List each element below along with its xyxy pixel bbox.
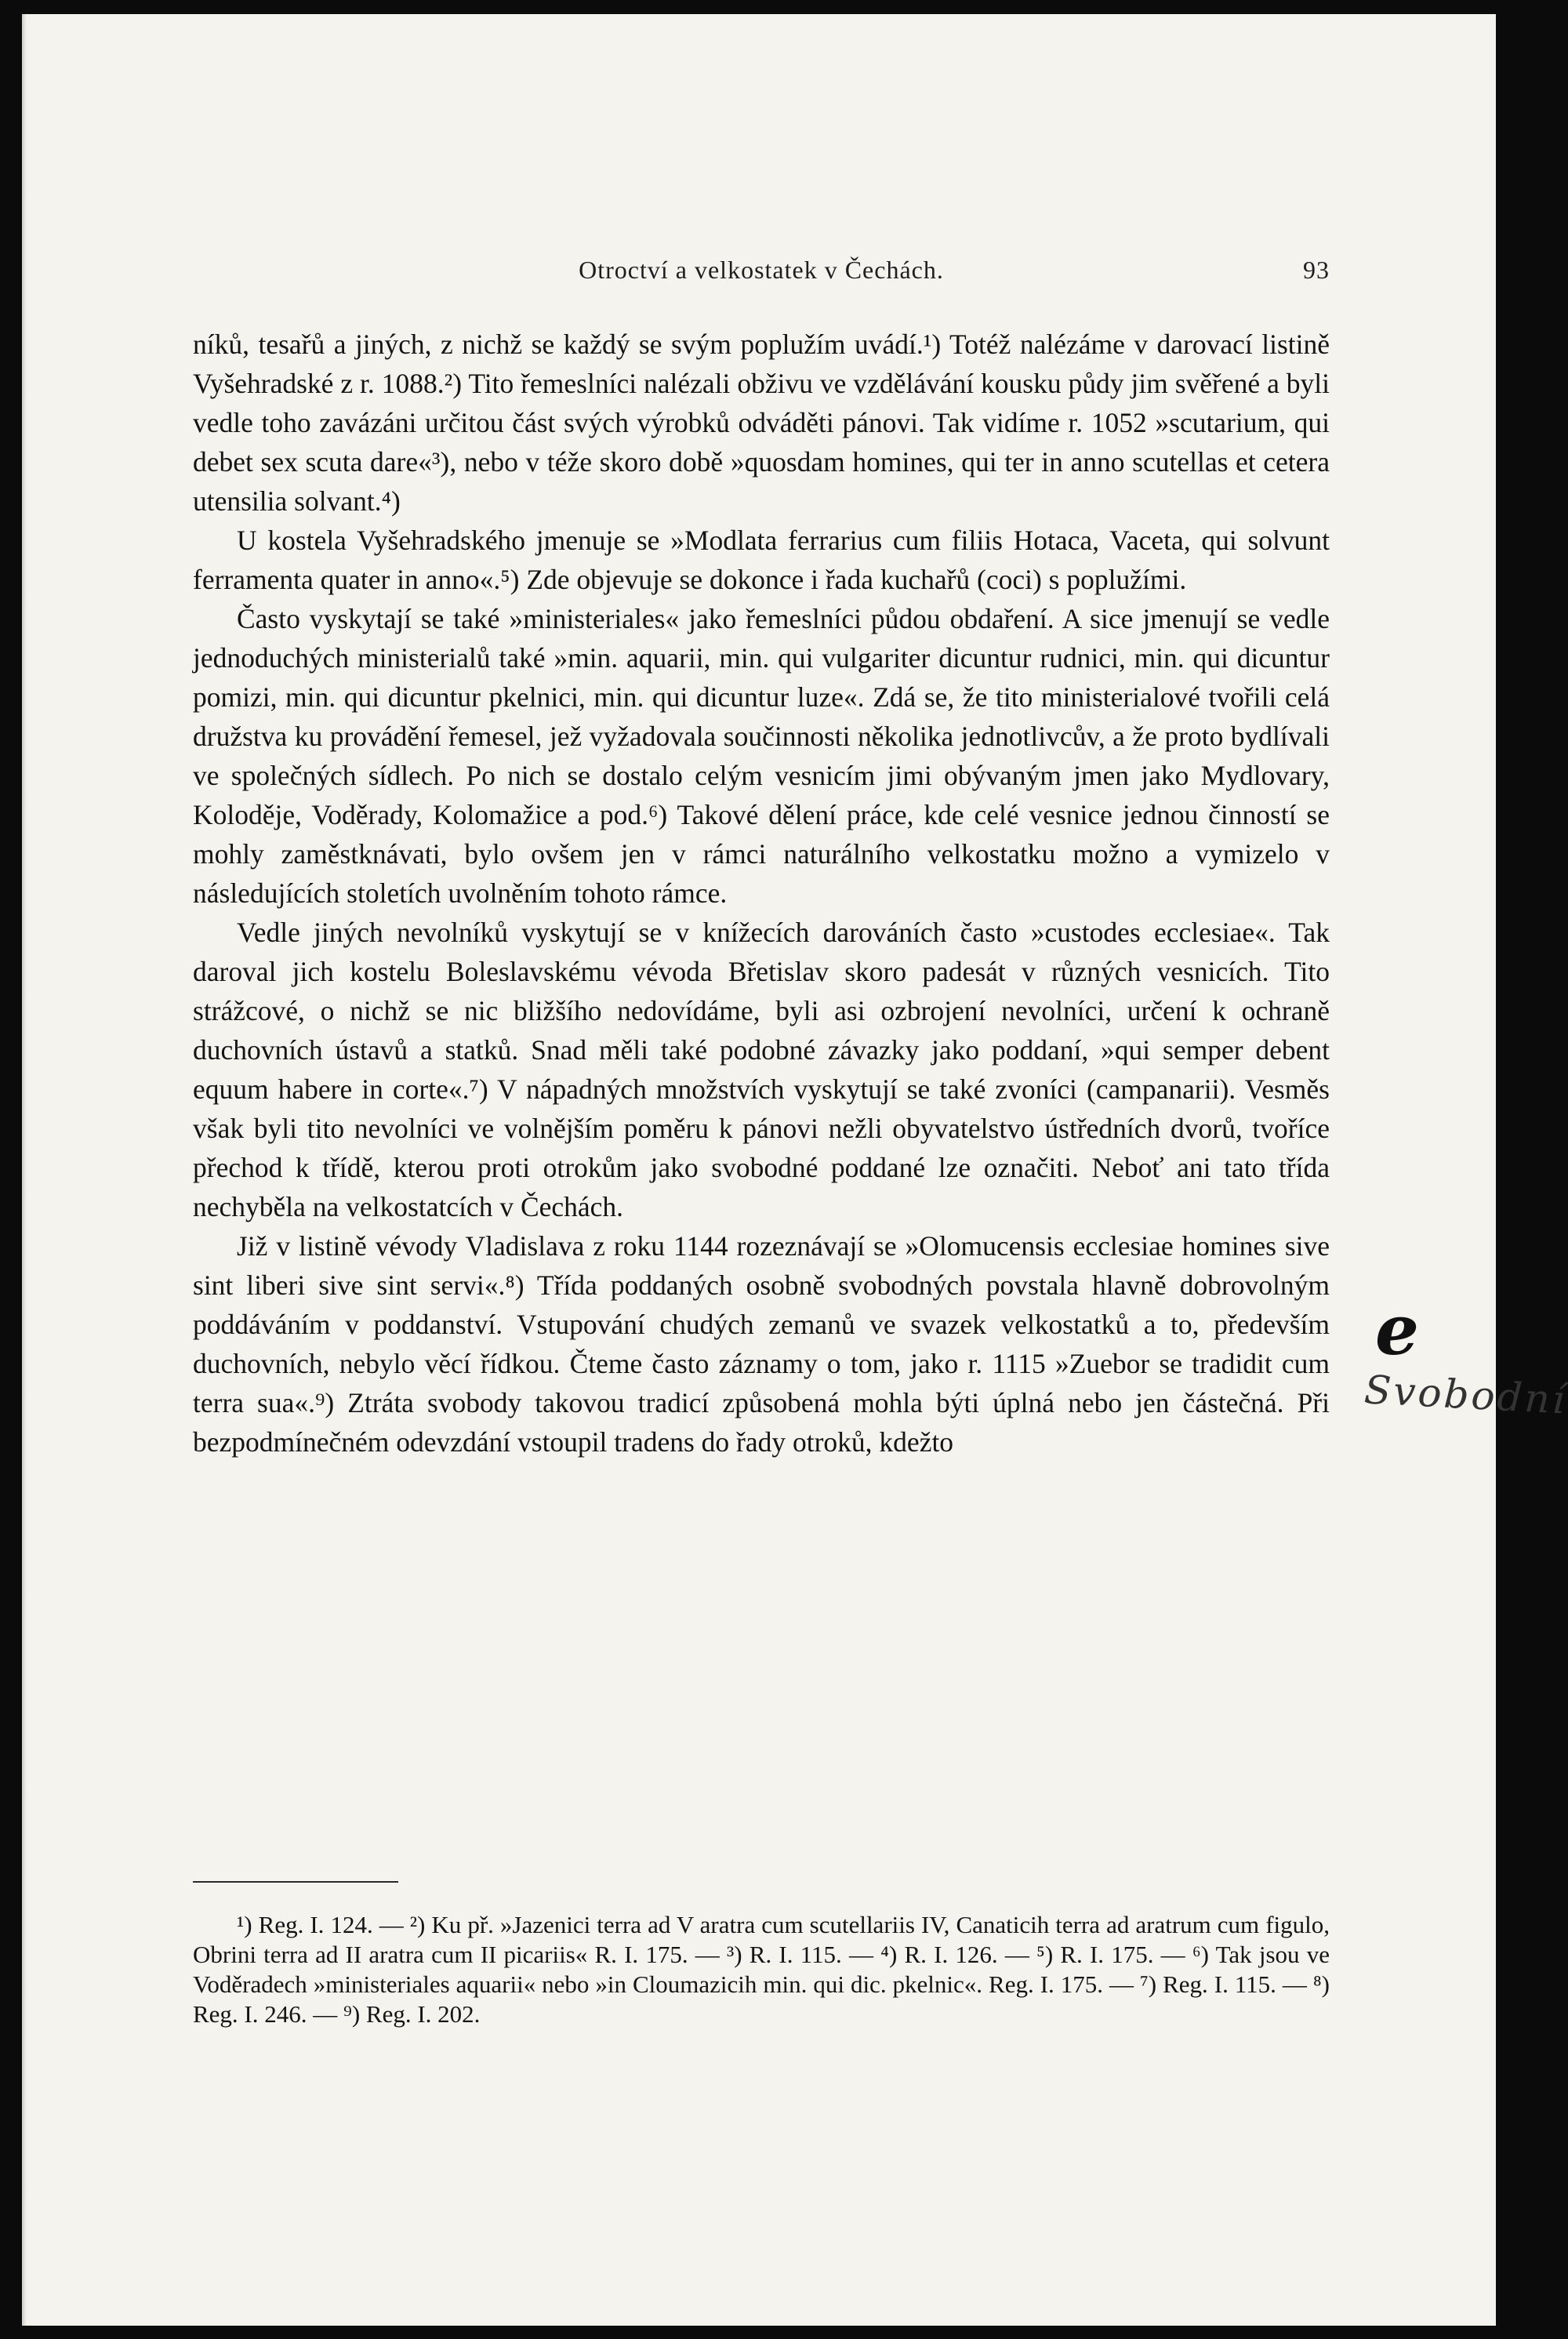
page-title: Otroctví a velkostatek v Čechách.	[579, 256, 944, 284]
paragraph-1: níků, tesařů a jiných, z nichž se každý se svým poplužím uvádí.¹) Totéž nalézáme v darovací listině Vyšehradské z r. 1088.²) Tito řemeslníci nalézali obživu ve vzdělávání kousku půdy jim svěřené a byli vedle toho zavázáni určitou část svých výrobků odváděti pánovi. Tak vidíme r. 1052 »scutarium, qui debet sex scuta dare«³), nebo v téže skoro době »quosdam homines, qui ter in anno scutellas et cetera utensilia solvant.⁴)	[193, 329, 1330, 517]
paragraph-3: Často vyskytají se také »ministeriales« jako řemeslníci půdou obdaření. A sice jmenují se vedle jednoduchých ministerialů také »min. aquarii, min. qui vulgariter dicuntur rudnici, min. qui dicuntur pomizi, min. qui dicuntur pkelnici, min. qui dicuntur luze«. Zdá se, že tito ministerialové tvořili celá družstva ku provádění řemesel, jež vyžadovala součinnosti několika jednotlivcův, a že proto bydlívali ve společných sídlech. Po nich se dostalo celým vesnicím jimi obývaným jmen jako Mydlovary, Koloděje, Voděrady, Kolomažice a pod.⁶) Takové dělení práce, kde celé vesnice jednou činností se mohly zaměstknávati, bylo ovšem jen v rámci naturálního velkostatku možno a vymizelo v následujících stoletích uvolněním tohoto rámce.	[193, 603, 1330, 909]
footnotes	[193, 1910, 1330, 2029]
page-number: 93	[1303, 256, 1330, 284]
book-page	[22, 14, 1568, 2326]
margin-handwritten-note: Svobodní	[1363, 1367, 1568, 1423]
footnote-text: ¹) Reg. I. 124. — ²) Ku př. »Jazenici terra ad V aratra cum scutellariis IV, Canaticih terra ad aratrum cum figulo, Obrini terra ad II aratra cum II picariis« R. I. 175. — ³) R. I. 115. — ⁴) R. I. 126. — ⁵) R. I. 175. — ⁶) Tak jsou ve Voděradech »ministeriales aquarii« nebo »in Cloumazicih min. qui dic. pkelnic«. Reg. I. 175. — ⁷) Reg. I. 115. — ⁸) Reg. I. 246. — ⁹) Reg. I. 202.	[193, 1911, 1330, 2028]
running-header	[193, 256, 1330, 287]
footnote-divider	[193, 1881, 398, 1883]
paragraph-5: Již v listině vévody Vladislava z roku 1144 rozeznávají se »Olomucensis ecclesiae homines sive sint liberi sive sint servi«.⁸) Třída poddaných osobně svobodných povstala hlavně dobrovolným poddáváním v poddanství. Vstupování chudých zemanů ve svazek velkostatků a to, především duchovních, nebylo věcí řídkou. Čteme často záznamy o tom, jako r. 1115 »Zuebor se tradidit cum terra sua«.⁹) Ztráta svobody takovou tradicí způsobená mohla býti úplná nebo jen částečná. Při bezpodmínečném odevzdání vstoupil tradens do řady otroků, kdežto	[193, 1230, 1330, 1458]
body-text	[193, 325, 1330, 1462]
paragraph-4: Vedle jiných nevolníků vyskytují se v knížecích darováních často »custodes ecclesiae«. Tak daroval jich kostelu Boleslavskému vévoda Břetislav skoro padesát v různých vesnicích. Tito strážcové, o nichž se nic bližšího nedovídáme, byli asi ozbrojení nevolníci, určení k ochraně duchovních ústavů a statků. Snad měli také podobné závazky jako poddaní, »qui semper debent equum habere in corte«.⁷) V nápadných množstvích vyskytují se také zvoníci (campanarii). Vesměs však byli tito nevolníci ve volnějším poměru k pánovi nežli obyvatelstvo ústředních dvorů, tvoříce přechod k třídě, kterou proti otrokům jako svobodné poddané lze označiti. Neboť ani tato třída nechyběla na velkostatcích v Čechách.	[193, 917, 1330, 1222]
paragraph-2: U kostela Vyšehradského jmenuje se »Modlata ferrarius cum filiis Hotaca, Vaceta, qui solvunt ferramenta quater in anno«.⁵) Zde objevuje se dokonce i řada kuchařů (coci) s poplužími.	[193, 525, 1330, 595]
margin-handwritten-mark: e	[1375, 1289, 1419, 1371]
